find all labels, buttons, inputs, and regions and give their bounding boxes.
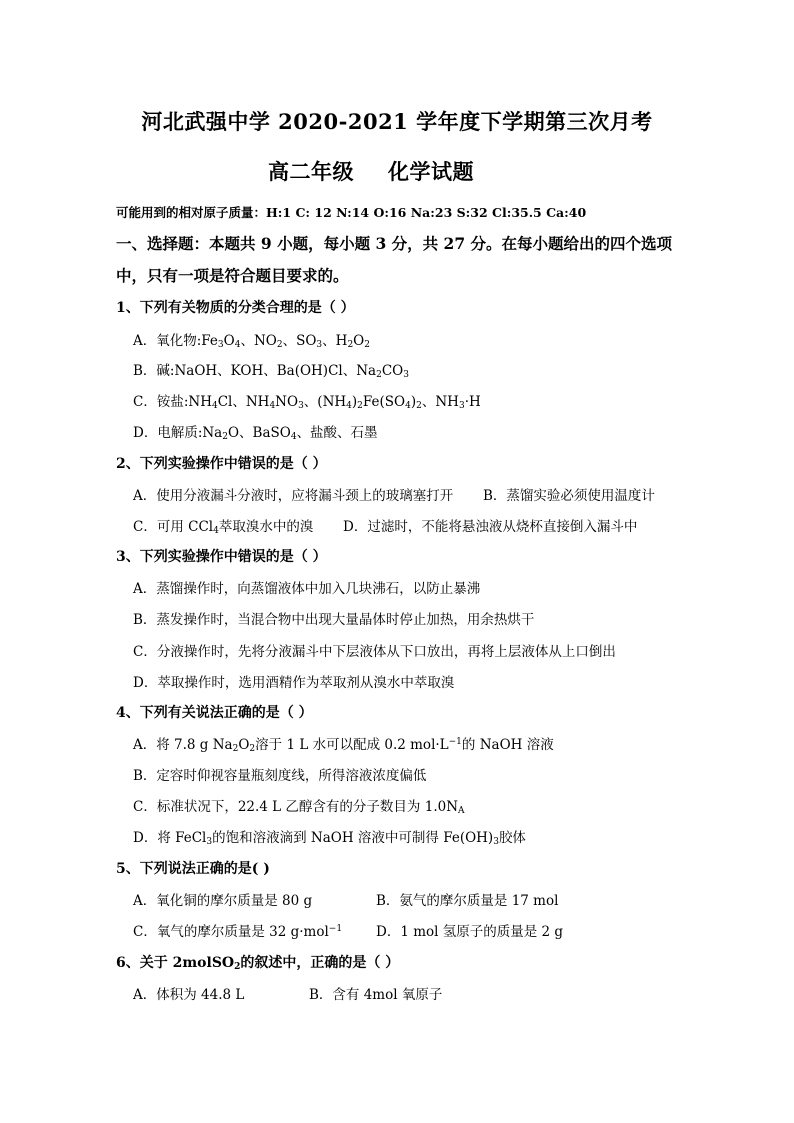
section-instructions-2: 中，只有一项是符合题目要求的。: [116, 266, 349, 285]
question-5-option-b: B．氨气的摩尔质量是 17 mol: [376, 893, 559, 909]
question-2-option-d: D．过滤时，不能将悬浊液从烧杯直接倒入漏斗中: [343, 519, 638, 535]
question-3-option-b: B．蒸发操作时，当混合物中出现大量晶体时停止加热，用余热烘干: [133, 612, 535, 628]
section-instructions-1: 一、选择题：本题共 9 小题，每小题 3 分，共 27 分。在每小题给出的四个选项: [116, 234, 673, 253]
question-1-option-d: D．电解质$:Na_2O$、BaSO$_4$、盐酸、石墨: [133, 425, 378, 442]
question-2-option-b: B．蒸馏实验必须使用温度计: [483, 488, 655, 504]
question-6-stem: 6、关于 2molSO$_2$的叙述中，正确的是（ ）: [116, 955, 400, 972]
grade-label: 高二年级: [268, 159, 354, 184]
question-1-option-b: B．碱:NaOH、KOH、Ba(OH)Cl、$Na_2CO_3$: [133, 363, 409, 380]
question-4-option-b: B．定容时仰视容量瓶刻度线，所得溶液浓度偏低: [133, 768, 427, 784]
exam-title: 河北武强中学 2020-2021 学年度下学期第三次月考: [141, 109, 653, 134]
question-5-option-a: A．氧化铜的摩尔质量是 80 g: [133, 893, 313, 909]
question-4-option-d: D．将 FeCl$_3$的饱和溶液滴到 NaOH 溶液中可制得 $Fe(OH)_3$胶体: [133, 830, 526, 847]
question-5-option-d: D．1 mol 氢原子的质量是 2 g: [376, 924, 564, 940]
exam-subtitle: [268, 156, 474, 186]
question-1-option-c: C．铵盐$:NH_4Cl$、$NH_4NO_3$、$(NH_4)_2Fe(SO_4)_2$、$NH_3\cdot H$: [133, 394, 481, 411]
question-4-stem: 4、下列有关说法正确的是（ ）: [116, 705, 313, 721]
atomic-masses: 可能用到的相对原子质量：H:1 C: 12 N:14 O:16 Na:23 S:32 Cl:35.5 Ca:40: [116, 205, 587, 220]
question-3-option-a: A．蒸馏操作时，向蒸馏液体中加入几块沸石，以防止暴沸: [133, 581, 481, 597]
question-5-option-c: C．氧气的摩尔质量是 32 g·mol$^{-1}$: [133, 924, 343, 940]
question-5-stem: 5、下列说法正确的是( ): [116, 861, 270, 877]
question-3-option-d: D．萃取操作时，选用酒精作为萃取剂从溴水中萃取溴: [133, 675, 455, 691]
question-2-option-a: A．使用分液漏斗分液时，应将漏斗颈上的玻璃塞打开: [133, 488, 454, 504]
question-3-stem: 3、下列实验操作中错误的是（ ）: [116, 549, 327, 565]
question-6-option-a: A．体积为 44.8 L: [133, 987, 245, 1003]
question-2-option-c: C．可用 CCl$_4$萃取溴水中的溴: [133, 519, 314, 536]
question-4-option-c: C．标准状况下，22.4 L 乙醇含有的分子数目为 $1.0N_A$: [133, 799, 465, 816]
question-3-option-c: C．分液操作时，先将分液漏斗中下层液体从下口放出，再将上层液体从上口倒出: [133, 644, 616, 660]
question-1-option-a: A．氧化物$:Fe_3O_4$、$NO_2$、$SO_3$、$H_2O_2$: [133, 333, 370, 350]
question-6-option-b: B．含有 4mol 氧原子: [309, 987, 443, 1003]
subject-label: 化学试题: [388, 159, 474, 184]
question-4-option-a: A．将 7.8 g $Na_2O_2$溶于 1 L 水可以配成 0.2 $mol\cdot L^{-1}$的 NaOH 溶液: [133, 737, 554, 754]
question-2-stem: 2、下列实验操作中错误的是（ ）: [116, 456, 327, 472]
question-1-stem: 1、下列有关物质的分类合理的是（ ）: [116, 300, 355, 316]
